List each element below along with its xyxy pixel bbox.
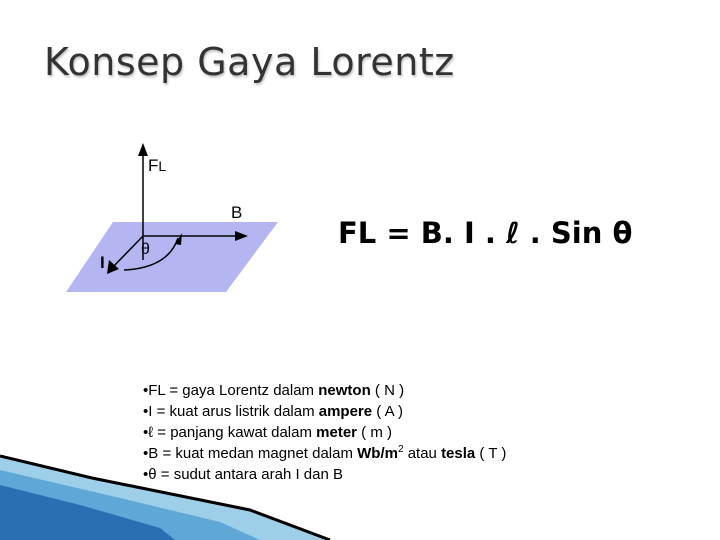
definition-item: •ℓ = panjang kawat dalam meter ( m ) bbox=[143, 424, 392, 441]
lorentz-formula: FL = B. I . ℓ . Sin θ bbox=[338, 216, 633, 250]
definition-item: •B = kuat medan magnet dalam $Wb/m^2$ atau tesla ( T ) bbox=[143, 444, 507, 462]
angle-label: θ bbox=[141, 241, 150, 258]
definition-item: •θ = sudut antara arah I dan B bbox=[143, 466, 343, 483]
definition-item: •I = kuat arus listrik dalam ampere ( A ) bbox=[143, 403, 403, 420]
definition-item: •FL = gaya Lorentz dalam newton ( N ) bbox=[143, 382, 405, 399]
slide-title: Konsep Gaya Lorentz bbox=[44, 40, 455, 84]
force-label: FL bbox=[148, 156, 167, 175]
current-label: I bbox=[100, 253, 105, 272]
field-label: B bbox=[231, 203, 243, 222]
